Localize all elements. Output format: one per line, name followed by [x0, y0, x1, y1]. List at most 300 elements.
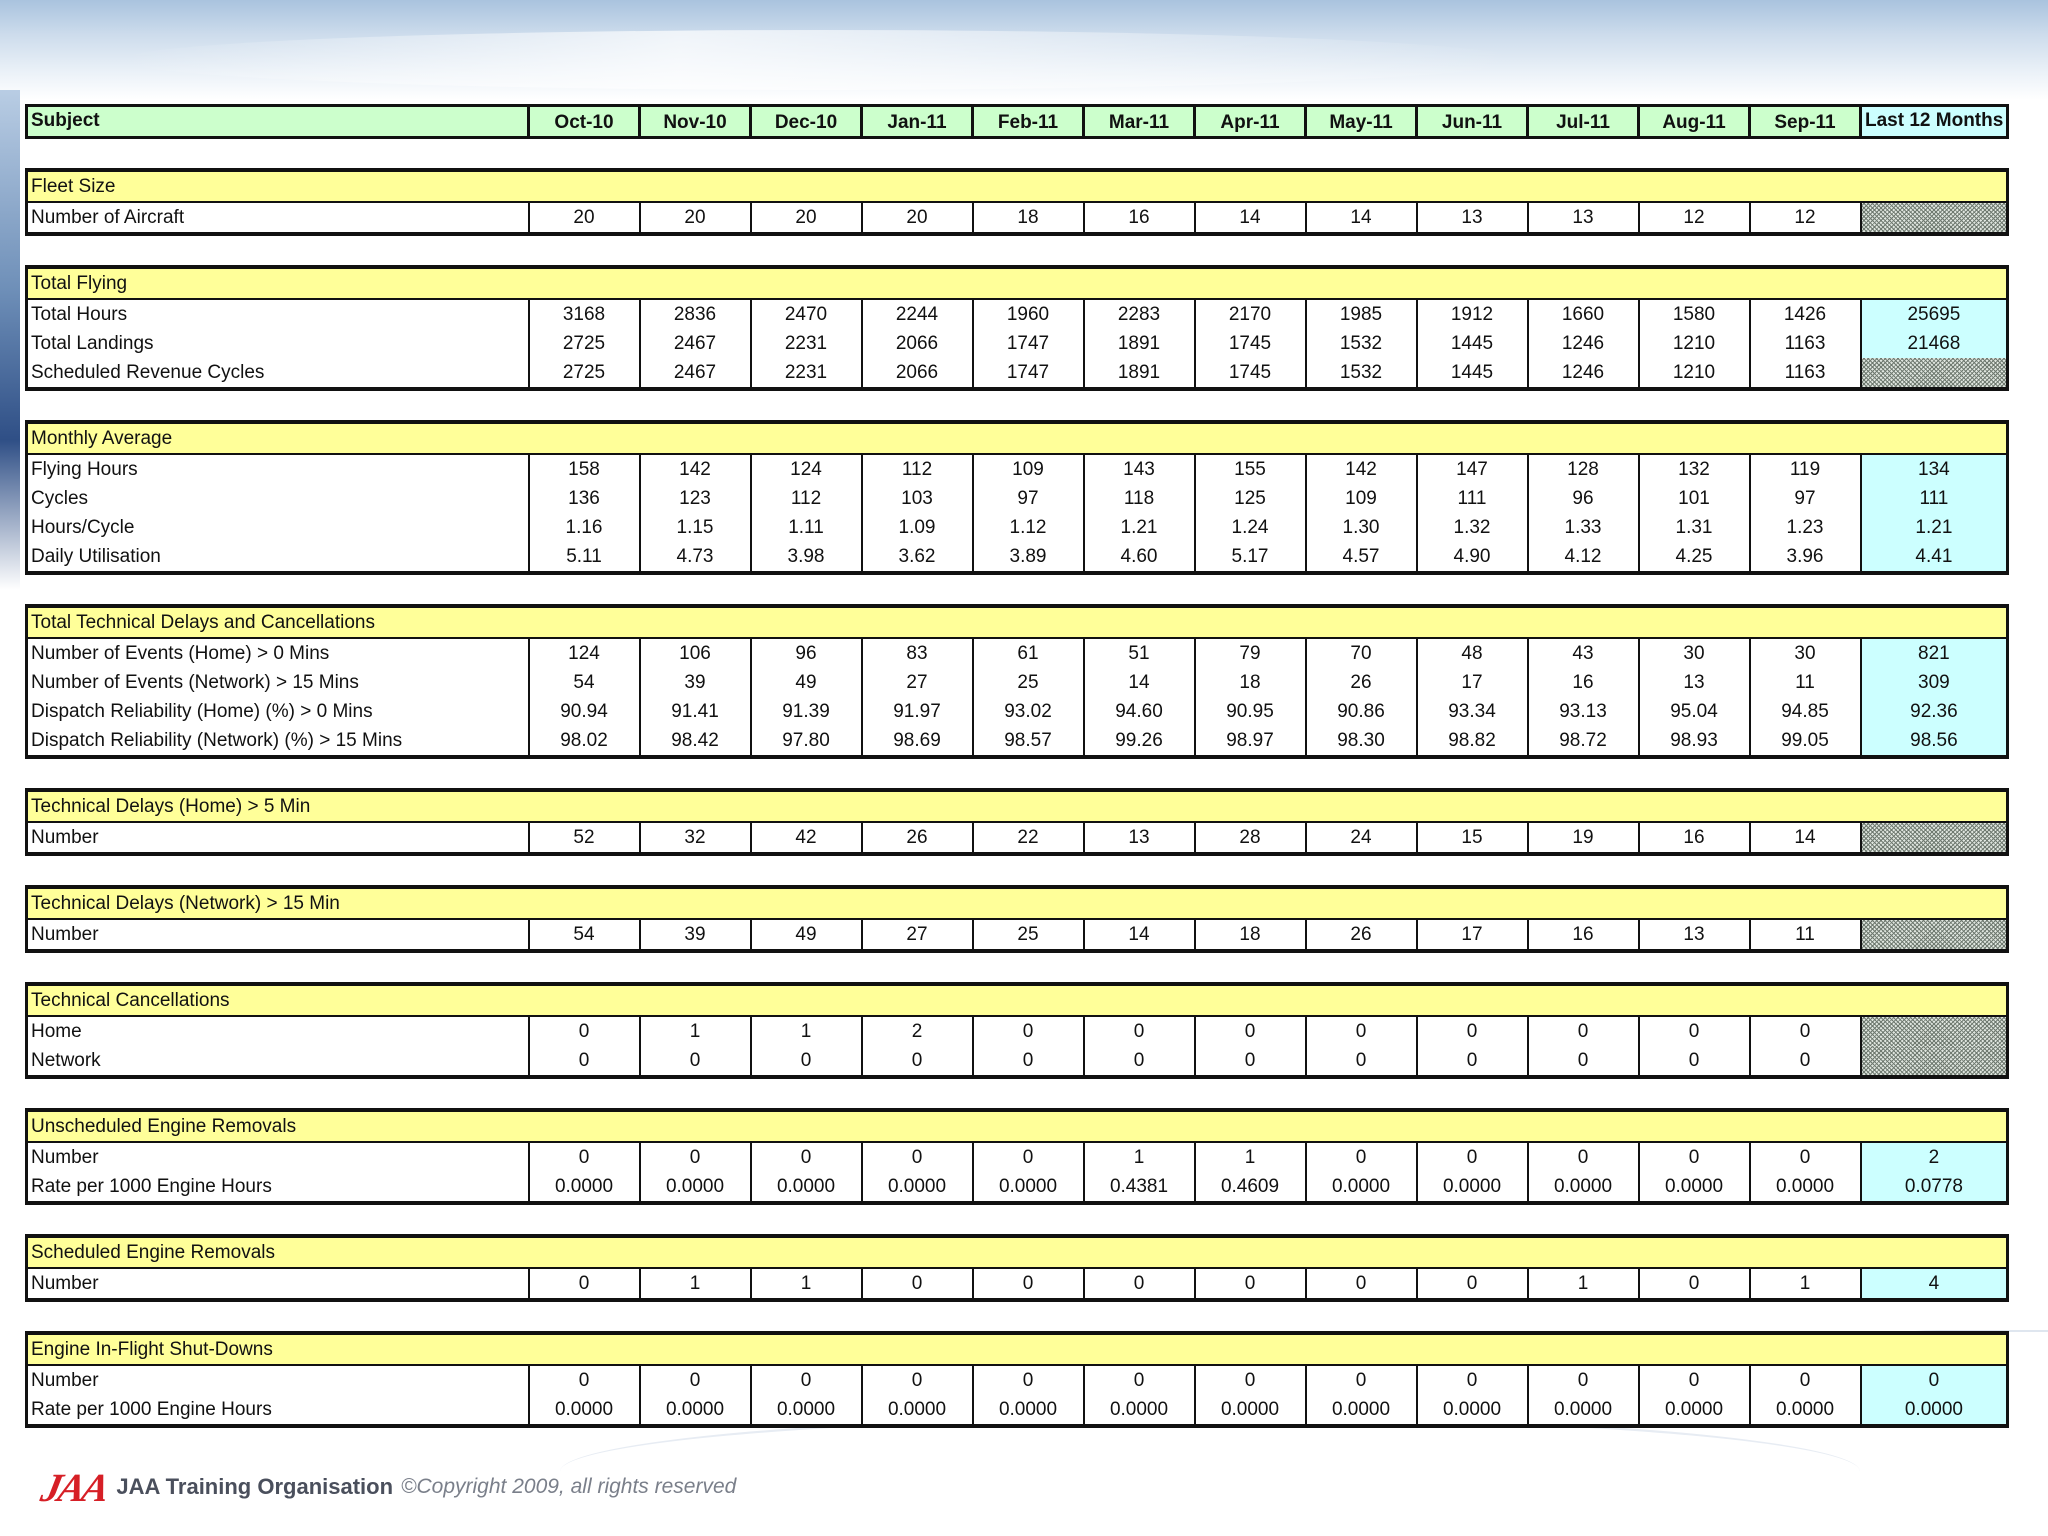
value-cell: 0 — [1528, 1142, 1639, 1172]
last-12-months-cell: 4.41 — [1861, 542, 2008, 573]
value-cell: 142 — [640, 454, 751, 484]
value-cell: 1.32 — [1417, 513, 1528, 542]
value-cell: 0.0000 — [1750, 1172, 1861, 1203]
section-header-row — [27, 790, 2008, 822]
last-12-months-cell: 21468 — [1861, 329, 2008, 358]
value-cell: 0 — [529, 1142, 640, 1172]
month-header: Apr-11 — [1195, 106, 1306, 138]
value-cell: 1.24 — [1195, 513, 1306, 542]
value-cell: 0.0000 — [973, 1395, 1084, 1426]
value-cell: 1210 — [1639, 329, 1750, 358]
month-header: Aug-11 — [1639, 106, 1750, 138]
value-cell: 2725 — [529, 329, 640, 358]
value-cell: 0 — [1528, 1016, 1639, 1046]
section-title: Technical Delays (Network) > 15 Min — [27, 887, 2008, 919]
section-spacer — [27, 854, 2008, 887]
value-cell: 14 — [1195, 202, 1306, 234]
value-cell: 94.60 — [1084, 697, 1195, 726]
value-cell: 0.0000 — [640, 1395, 751, 1426]
value-cell: 0 — [1306, 1365, 1417, 1395]
table-row — [27, 1395, 2008, 1426]
value-cell: 99.05 — [1750, 726, 1861, 757]
value-cell: 4.12 — [1528, 542, 1639, 573]
row-label: Rate per 1000 Engine Hours — [27, 1172, 529, 1203]
value-cell: 112 — [751, 484, 862, 513]
month-header: Nov-10 — [640, 106, 751, 138]
section-spacer — [27, 234, 2008, 267]
value-cell: 0 — [1195, 1046, 1306, 1077]
value-cell: 155 — [1195, 454, 1306, 484]
value-cell: 0 — [529, 1365, 640, 1395]
row-label: Number — [27, 919, 529, 951]
section-header-row — [27, 1110, 2008, 1142]
month-header: May-11 — [1306, 106, 1417, 138]
value-cell: 2470 — [751, 299, 862, 329]
table-row — [27, 1172, 2008, 1203]
table-row — [27, 513, 2008, 542]
value-cell: 0 — [862, 1046, 973, 1077]
row-label: Daily Utilisation — [27, 542, 529, 573]
last-12-months-hatched-cell — [1861, 358, 2008, 389]
value-cell: 1163 — [1750, 358, 1861, 389]
section-spacer — [27, 757, 2008, 790]
section-spacer — [27, 1203, 2008, 1236]
value-cell: 1445 — [1417, 329, 1528, 358]
value-cell: 18 — [1195, 668, 1306, 697]
spacer-cell — [27, 389, 2008, 422]
table-row — [27, 329, 2008, 358]
value-cell: 16 — [1528, 919, 1639, 951]
value-cell: 4.60 — [1084, 542, 1195, 573]
spacer-cell — [27, 1300, 2008, 1333]
value-cell: 2066 — [862, 329, 973, 358]
table-row — [27, 919, 2008, 951]
last-12-months-cell: 0.0000 — [1861, 1395, 2008, 1426]
value-cell: 5.11 — [529, 542, 640, 573]
value-cell: 128 — [1528, 454, 1639, 484]
value-cell: 1 — [1528, 1268, 1639, 1300]
table-row — [27, 726, 2008, 757]
value-cell: 0 — [1084, 1268, 1195, 1300]
value-cell: 70 — [1306, 638, 1417, 668]
value-cell: 124 — [751, 454, 862, 484]
value-cell: 1.16 — [529, 513, 640, 542]
table-row — [27, 668, 2008, 697]
value-cell: 147 — [1417, 454, 1528, 484]
value-cell: 0.0000 — [1417, 1172, 1528, 1203]
last-12-months-cell: 1.21 — [1861, 513, 2008, 542]
reliability-report-table — [25, 104, 2009, 1428]
last-12-months-hatched-cell — [1861, 202, 2008, 234]
value-cell: 0.0000 — [1750, 1395, 1861, 1426]
section-header-row — [27, 984, 2008, 1016]
value-cell: 1.31 — [1639, 513, 1750, 542]
value-cell: 0 — [640, 1142, 751, 1172]
value-cell: 28 — [1195, 822, 1306, 854]
value-cell: 0 — [1306, 1268, 1417, 1300]
value-cell: 26 — [1306, 668, 1417, 697]
value-cell: 4.25 — [1639, 542, 1750, 573]
value-cell: 4.73 — [640, 542, 751, 573]
value-cell: 136 — [529, 484, 640, 513]
value-cell: 0 — [751, 1365, 862, 1395]
value-cell: 0.0000 — [751, 1172, 862, 1203]
section-title: Technical Delays (Home) > 5 Min — [27, 790, 2008, 822]
value-cell: 123 — [640, 484, 751, 513]
spacer-cell — [27, 1203, 2008, 1236]
row-label: Dispatch Reliability (Network) (%) > 15 Mins — [27, 726, 529, 757]
value-cell: 91.97 — [862, 697, 973, 726]
value-cell: 15 — [1417, 822, 1528, 854]
footer-copyright: ©Copyright 2009, all rights reserved — [401, 1475, 737, 1498]
value-cell: 0 — [1639, 1016, 1750, 1046]
spacer-cell — [27, 757, 2008, 790]
value-cell: 17 — [1417, 668, 1528, 697]
table-row — [27, 697, 2008, 726]
value-cell: 0 — [1639, 1142, 1750, 1172]
value-cell: 1246 — [1528, 329, 1639, 358]
report-body — [27, 106, 2008, 1427]
row-label: Flying Hours — [27, 454, 529, 484]
value-cell: 54 — [529, 919, 640, 951]
value-cell: 1246 — [1528, 358, 1639, 389]
value-cell: 1960 — [973, 299, 1084, 329]
value-cell: 79 — [1195, 638, 1306, 668]
value-cell: 93.13 — [1528, 697, 1639, 726]
value-cell: 16 — [1084, 202, 1195, 234]
value-cell: 0 — [1195, 1268, 1306, 1300]
value-cell: 0 — [973, 1016, 1084, 1046]
value-cell: 27 — [862, 668, 973, 697]
value-cell: 97 — [1750, 484, 1861, 513]
value-cell: 1660 — [1528, 299, 1639, 329]
spacer-cell — [27, 138, 2008, 171]
value-cell: 1 — [1750, 1268, 1861, 1300]
row-label: Scheduled Revenue Cycles — [27, 358, 529, 389]
section-header-row — [27, 267, 2008, 299]
value-cell: 0 — [862, 1365, 973, 1395]
value-cell: 0 — [1417, 1365, 1528, 1395]
value-cell: 0 — [1084, 1365, 1195, 1395]
section-spacer — [27, 573, 2008, 606]
value-cell: 0 — [1750, 1016, 1861, 1046]
value-cell: 51 — [1084, 638, 1195, 668]
value-cell: 98.57 — [973, 726, 1084, 757]
value-cell: 98.82 — [1417, 726, 1528, 757]
last-12-months-cell: 309 — [1861, 668, 2008, 697]
value-cell: 1745 — [1195, 358, 1306, 389]
value-cell: 0.0000 — [751, 1395, 862, 1426]
value-cell: 1747 — [973, 329, 1084, 358]
value-cell: 30 — [1750, 638, 1861, 668]
value-cell: 22 — [973, 822, 1084, 854]
value-cell: 98.69 — [862, 726, 973, 757]
value-cell: 11 — [1750, 668, 1861, 697]
table-row — [27, 454, 2008, 484]
value-cell: 32 — [640, 822, 751, 854]
value-cell: 17 — [1417, 919, 1528, 951]
value-cell: 2231 — [751, 358, 862, 389]
value-cell: 112 — [862, 454, 973, 484]
value-cell: 106 — [640, 638, 751, 668]
value-cell: 4.57 — [1306, 542, 1417, 573]
table-row — [27, 542, 2008, 573]
value-cell: 96 — [1528, 484, 1639, 513]
value-cell: 14 — [1750, 822, 1861, 854]
value-cell: 2467 — [640, 358, 751, 389]
value-cell: 0 — [1639, 1365, 1750, 1395]
value-cell: 0 — [640, 1365, 751, 1395]
last-12-months-cell: 4 — [1861, 1268, 2008, 1300]
table-row — [27, 822, 2008, 854]
value-cell: 5.17 — [1195, 542, 1306, 573]
month-header: Dec-10 — [751, 106, 862, 138]
table-row — [27, 1016, 2008, 1046]
value-cell: 4.90 — [1417, 542, 1528, 573]
value-cell: 2231 — [751, 329, 862, 358]
value-cell: 39 — [640, 919, 751, 951]
value-cell: 1745 — [1195, 329, 1306, 358]
value-cell: 90.86 — [1306, 697, 1417, 726]
last-12-months-hatched-cell — [1861, 919, 2008, 951]
left-decorative-band — [0, 90, 20, 590]
last-12-months-cell: 0 — [1861, 1365, 2008, 1395]
value-cell: 0 — [751, 1142, 862, 1172]
row-label: Hours/Cycle — [27, 513, 529, 542]
value-cell: 93.02 — [973, 697, 1084, 726]
value-cell: 0 — [529, 1268, 640, 1300]
value-cell: 143 — [1084, 454, 1195, 484]
value-cell: 2467 — [640, 329, 751, 358]
value-cell: 2725 — [529, 358, 640, 389]
value-cell: 111 — [1417, 484, 1528, 513]
value-cell: 0 — [973, 1268, 1084, 1300]
value-cell: 0 — [1306, 1016, 1417, 1046]
last-12-months-header: Last 12 Months — [1861, 106, 2008, 138]
value-cell: 49 — [751, 919, 862, 951]
value-cell: 90.95 — [1195, 697, 1306, 726]
value-cell: 98.42 — [640, 726, 751, 757]
row-label: Network — [27, 1046, 529, 1077]
value-cell: 0 — [862, 1142, 973, 1172]
section-header-row — [27, 606, 2008, 638]
value-cell: 93.34 — [1417, 697, 1528, 726]
value-cell: 0.0000 — [862, 1172, 973, 1203]
value-cell: 14 — [1084, 919, 1195, 951]
value-cell: 20 — [862, 202, 973, 234]
table-row — [27, 1046, 2008, 1077]
value-cell: 0.0000 — [1195, 1395, 1306, 1426]
value-cell: 1532 — [1306, 358, 1417, 389]
last-12-months-cell: 2 — [1861, 1142, 2008, 1172]
value-cell: 83 — [862, 638, 973, 668]
value-cell: 142 — [1306, 454, 1417, 484]
decorative-swoosh — [560, 1415, 1860, 1528]
value-cell: 0.4609 — [1195, 1172, 1306, 1203]
value-cell: 125 — [1195, 484, 1306, 513]
value-cell: 13 — [1639, 668, 1750, 697]
value-cell: 0 — [1639, 1268, 1750, 1300]
section-header-row — [27, 887, 2008, 919]
value-cell: 3.96 — [1750, 542, 1861, 573]
value-cell: 97 — [973, 484, 1084, 513]
row-label: Total Landings — [27, 329, 529, 358]
value-cell: 0 — [973, 1365, 1084, 1395]
value-cell: 0 — [1639, 1046, 1750, 1077]
spacer-cell — [27, 854, 2008, 887]
value-cell: 96 — [751, 638, 862, 668]
value-cell: 0 — [1417, 1046, 1528, 1077]
subject-header: Subject — [27, 106, 529, 138]
value-cell: 0 — [973, 1142, 1084, 1172]
last-12-months-hatched-cell — [1861, 1016, 2008, 1046]
value-cell: 13 — [1417, 202, 1528, 234]
value-cell: 0.0000 — [1306, 1395, 1417, 1426]
section-title: Fleet Size — [27, 170, 2008, 202]
row-label: Home — [27, 1016, 529, 1046]
spacer-cell — [27, 234, 2008, 267]
section-title: Technical Cancellations — [27, 984, 2008, 1016]
value-cell: 1 — [751, 1268, 862, 1300]
value-cell: 0 — [1195, 1016, 1306, 1046]
value-cell: 26 — [1306, 919, 1417, 951]
section-header-row — [27, 422, 2008, 454]
value-cell: 18 — [1195, 919, 1306, 951]
section-spacer — [27, 389, 2008, 422]
last-12-months-cell: 92.36 — [1861, 697, 2008, 726]
table-row — [27, 299, 2008, 329]
value-cell: 2 — [862, 1016, 973, 1046]
section-title: Unscheduled Engine Removals — [27, 1110, 2008, 1142]
value-cell: 0.0000 — [1306, 1172, 1417, 1203]
value-cell: 1 — [640, 1016, 751, 1046]
header-row — [27, 106, 2008, 138]
value-cell: 2283 — [1084, 299, 1195, 329]
value-cell: 2170 — [1195, 299, 1306, 329]
value-cell: 1.12 — [973, 513, 1084, 542]
value-cell: 0.0000 — [1639, 1172, 1750, 1203]
month-header: Jul-11 — [1528, 106, 1639, 138]
row-label: Dispatch Reliability (Home) (%) > 0 Mins — [27, 697, 529, 726]
value-cell: 20 — [751, 202, 862, 234]
row-label: Rate per 1000 Engine Hours — [27, 1395, 529, 1426]
value-cell: 3168 — [529, 299, 640, 329]
value-cell: 1.21 — [1084, 513, 1195, 542]
value-cell: 0 — [973, 1046, 1084, 1077]
value-cell: 158 — [529, 454, 640, 484]
value-cell: 0 — [1195, 1365, 1306, 1395]
value-cell: 30 — [1639, 638, 1750, 668]
last-12-months-cell: 134 — [1861, 454, 2008, 484]
value-cell: 1891 — [1084, 358, 1195, 389]
table-row — [27, 202, 2008, 234]
value-cell: 0 — [1417, 1268, 1528, 1300]
value-cell: 3.98 — [751, 542, 862, 573]
section-title: Total Technical Delays and Cancellations — [27, 606, 2008, 638]
value-cell: 95.04 — [1639, 697, 1750, 726]
value-cell: 2836 — [640, 299, 751, 329]
value-cell: 1747 — [973, 358, 1084, 389]
value-cell: 0 — [1528, 1046, 1639, 1077]
value-cell: 124 — [529, 638, 640, 668]
value-cell: 11 — [1750, 919, 1861, 951]
section-header-row — [27, 170, 2008, 202]
value-cell: 0.4381 — [1084, 1172, 1195, 1203]
value-cell: 61 — [973, 638, 1084, 668]
section-title: Monthly Average — [27, 422, 2008, 454]
value-cell: 49 — [751, 668, 862, 697]
value-cell: 2244 — [862, 299, 973, 329]
value-cell: 52 — [529, 822, 640, 854]
value-cell: 91.41 — [640, 697, 751, 726]
month-header: Mar-11 — [1084, 106, 1195, 138]
footer-organisation: JAA Training Organisation — [116, 1474, 394, 1499]
value-cell: 0 — [1750, 1365, 1861, 1395]
value-cell: 1.30 — [1306, 513, 1417, 542]
row-label: Number — [27, 1268, 529, 1300]
value-cell: 90.94 — [529, 697, 640, 726]
value-cell: 2066 — [862, 358, 973, 389]
value-cell: 132 — [1639, 454, 1750, 484]
month-header: Jun-11 — [1417, 106, 1528, 138]
section-spacer — [27, 1077, 2008, 1110]
value-cell: 0 — [1417, 1142, 1528, 1172]
value-cell: 103 — [862, 484, 973, 513]
value-cell: 0 — [1750, 1142, 1861, 1172]
value-cell: 94.85 — [1750, 697, 1861, 726]
value-cell: 43 — [1528, 638, 1639, 668]
spacer-cell — [27, 1077, 2008, 1110]
last-12-months-cell: 25695 — [1861, 299, 2008, 329]
value-cell: 12 — [1639, 202, 1750, 234]
value-cell: 0 — [529, 1016, 640, 1046]
spacer-cell — [27, 573, 2008, 606]
table-row — [27, 358, 2008, 389]
value-cell: 20 — [640, 202, 751, 234]
value-cell: 39 — [640, 668, 751, 697]
value-cell: 0 — [1417, 1016, 1528, 1046]
table-row — [27, 484, 2008, 513]
row-label: Number — [27, 1142, 529, 1172]
value-cell: 119 — [1750, 454, 1861, 484]
value-cell: 0.0000 — [1528, 1395, 1639, 1426]
row-label: Number of Aircraft — [27, 202, 529, 234]
value-cell: 1.15 — [640, 513, 751, 542]
value-cell: 91.39 — [751, 697, 862, 726]
table-row — [27, 1365, 2008, 1395]
row-label: Number of Events (Home) > 0 Mins — [27, 638, 529, 668]
value-cell: 1 — [1195, 1142, 1306, 1172]
value-cell: 98.72 — [1528, 726, 1639, 757]
value-cell: 1 — [751, 1016, 862, 1046]
value-cell: 0 — [1306, 1142, 1417, 1172]
value-cell: 26 — [862, 822, 973, 854]
value-cell: 19 — [1528, 822, 1639, 854]
value-cell: 1580 — [1639, 299, 1750, 329]
table-row — [27, 1268, 2008, 1300]
value-cell: 0.0000 — [862, 1395, 973, 1426]
row-label: Cycles — [27, 484, 529, 513]
section-header-row — [27, 1236, 2008, 1268]
value-cell: 16 — [1639, 822, 1750, 854]
value-cell: 0 — [751, 1046, 862, 1077]
value-cell: 18 — [973, 202, 1084, 234]
value-cell: 1.33 — [1528, 513, 1639, 542]
value-cell: 20 — [529, 202, 640, 234]
value-cell: 118 — [1084, 484, 1195, 513]
value-cell: 25 — [973, 919, 1084, 951]
value-cell: 0.0000 — [529, 1172, 640, 1203]
